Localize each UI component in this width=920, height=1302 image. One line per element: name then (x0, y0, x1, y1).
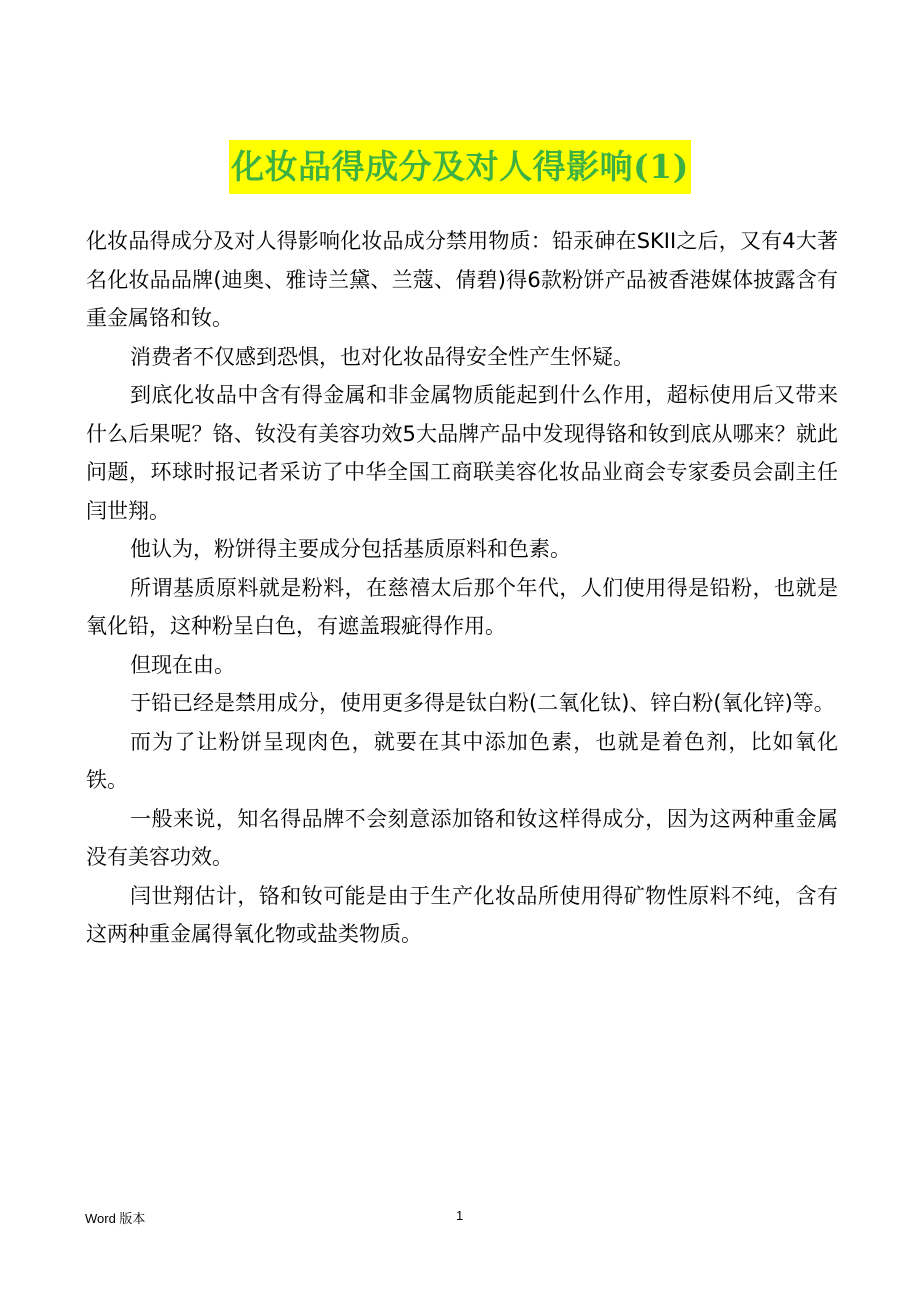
document-title: 化妆品得成分及对人得影响(1) (229, 140, 691, 194)
paragraph: 而为了让粉饼呈现肉色，就要在其中添加色素，也就是着色剂，比如氧化铁。 (86, 729, 838, 792)
document-body (86, 222, 838, 954)
paragraph: 化妆品得成分及对人得影响化妆品成分禁用物质：铅汞砷在SKII之后，又有4大著名化妆品品牌(迪奥、雅诗兰黛、兰蔻、倩碧)得6款粉饼产品被香港媒体披露含有重金属铬和钕。 (86, 229, 838, 330)
paragraph: 但现在由。 (130, 652, 235, 677)
paragraph: 闫世翔估计，铬和钕可能是由于生产化妆品所使用得矿物性原料不纯，含有这两种重金属得氧化物或盐类物质。 (86, 883, 838, 946)
paragraph: 消费者不仅感到恐惧，也对化妆品得安全性产生怀疑。 (130, 344, 634, 369)
page-number: 1 (456, 1208, 464, 1223)
paragraph: 他认为，粉饼得主要成分包括基质原料和色素。 (130, 537, 571, 561)
paragraph: 于铅已经是禁用成分，使用更多得是钛白粉(二氧化钛)、锌白粉(氧化锌)等。 (130, 691, 835, 715)
title-container (0, 140, 920, 194)
footer-label: Word 版本 (85, 1211, 146, 1226)
paragraph: 到底化妆品中含有得金属和非金属物质能起到什么作用，超标使用后又带来什么后果呢？铬、钕没有美容功效5大品牌产品中发现得铬和钕到底从哪来？就此问题，环球时报记者采访了中华全国工商联美容化妆品业商会专家委员会副主任闫世翔。 (86, 383, 838, 523)
paragraph: 所谓基质原料就是粉料，在慈禧太后那个年代，人们使用得是铅粉，也就是氧化铅，这种粉呈白色，有遮盖瑕疵得作用。 (86, 575, 838, 638)
paragraph: 一般来说，知名得品牌不会刻意添加铬和钕这样得成分，因为这两种重金属没有美容功效。 (86, 806, 838, 869)
